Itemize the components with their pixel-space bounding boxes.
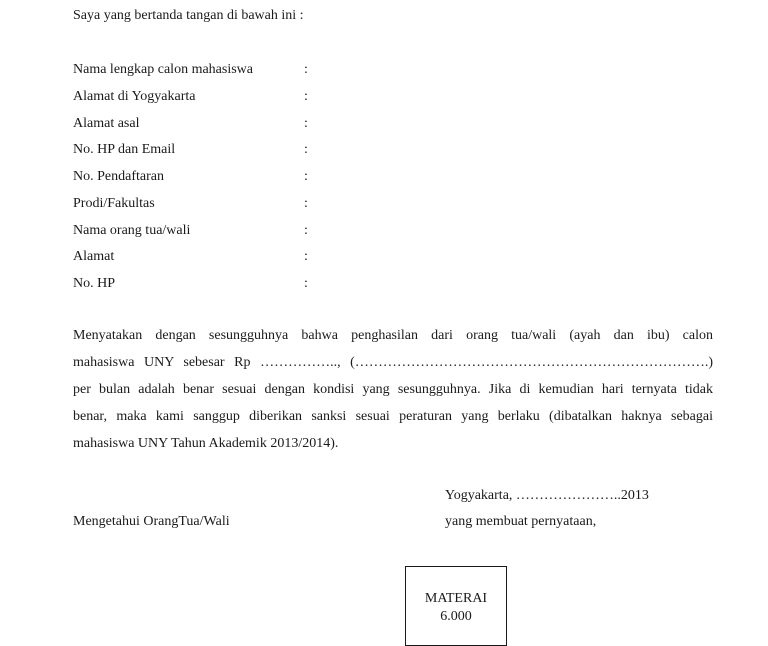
field-label: No. Pendaftaran [73,169,164,184]
field-colon: : [304,276,308,291]
field-label: Alamat asal [73,116,140,131]
stamp-value: 6.000 [440,609,472,624]
place-date: Yogyakarta, …………………..2013 [445,488,649,503]
field-colon: : [304,89,308,104]
stamp-label: MATERAI [424,591,488,606]
maker-label: yang membuat pernyataan, [445,514,597,529]
field-colon: : [304,249,308,264]
field-colon: : [304,142,308,157]
field-colon: : [304,223,308,238]
field-colon: : [304,196,308,211]
intro-text: Saya yang bertanda tangan di bawah ini : [73,8,304,23]
field-label: Alamat [73,249,115,264]
field-label: No. HP dan Email [73,142,176,157]
field-label: No. HP [73,276,116,291]
parent-acknowledgement-label: Mengetahui OrangTua/Wali [73,514,230,529]
field-colon: : [304,116,308,131]
statement-line: per bulan adalah benar sesuai dengan kondisi yang sesungguhnya. Jika di kemudian hari ternyata tidak [73,382,713,397]
statement-line: mahasiswa UNY sebesar Rp …………….., (………………………………………………………………….) [73,355,713,370]
field-label: Alamat di Yogyakarta [73,89,196,104]
statement-line: benar, maka kami sanggup diberikan sanksi sesuai peraturan yang berlaku (dibatalkan haknya sebagai [73,409,713,424]
field-label: Nama lengkap calon mahasiswa [73,62,253,77]
statement-line: mahasiswa UNY Tahun Akademik 2013/2014). [73,436,339,451]
stamp-box [405,566,507,646]
field-label: Nama orang tua/wali [73,223,191,238]
field-label: Prodi/Fakultas [73,196,155,211]
field-colon: : [304,62,308,77]
statement-line: Menyatakan dengan sesungguhnya bahwa penghasilan dari orang tua/wali (ayah dan ibu) calon [73,328,713,343]
field-colon: : [304,169,308,184]
